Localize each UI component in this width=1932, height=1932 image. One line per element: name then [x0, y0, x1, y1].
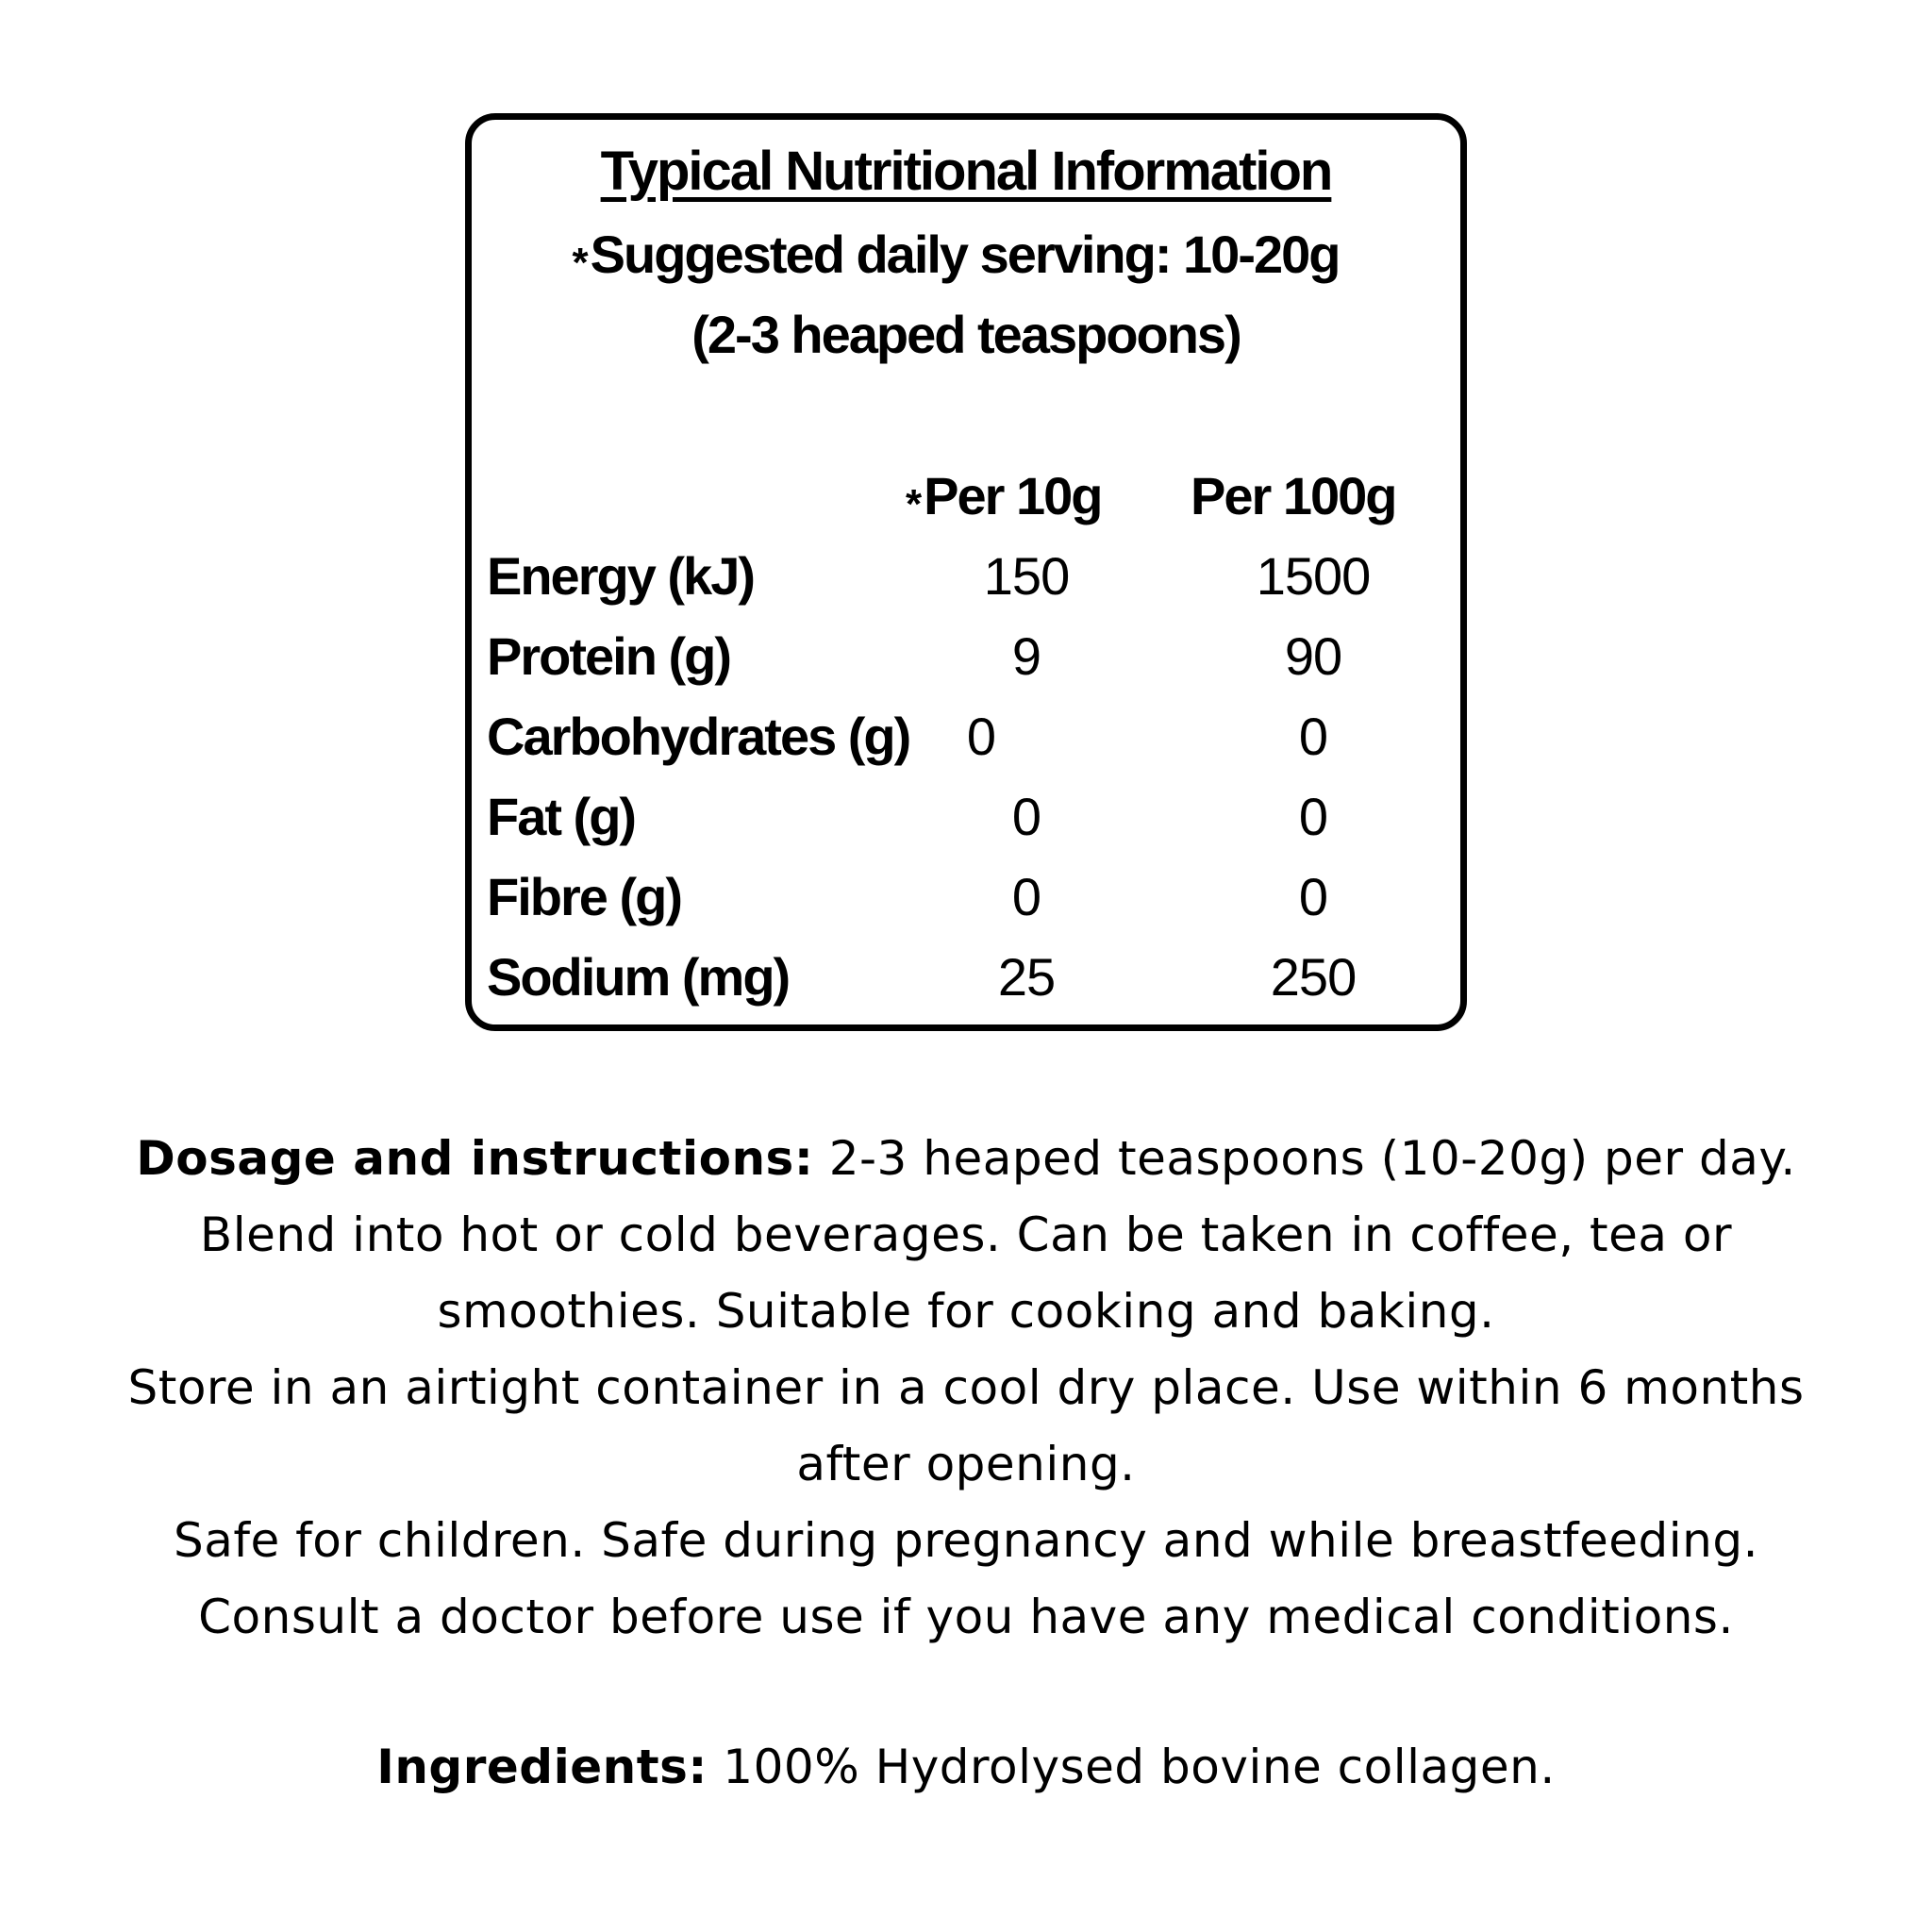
value-per-10g: 150	[983, 546, 1070, 606]
asterisk-icon: *	[572, 240, 587, 286]
value-per-100g: 0	[1298, 707, 1328, 766]
row-label: Protein (g)	[487, 626, 730, 686]
ingredients-text: 100% Hydrolysed bovine collagen.	[707, 1740, 1556, 1794]
dosage-heading: Dosage and instructions:	[136, 1131, 814, 1186]
value-per-10g: 0	[1011, 867, 1041, 926]
table-row-protein	[0, 625, 1932, 701]
row-label: Carbohydrates (g)	[487, 707, 910, 766]
table-row-energy	[0, 545, 1932, 621]
medical-warning-line: Consult a doctor before use if you have any medical conditions.	[198, 1590, 1734, 1644]
row-label: Fibre (g)	[487, 867, 681, 926]
serving-text: Suggested daily serving: 10-20g	[590, 225, 1340, 284]
row-label: Energy (kJ)	[487, 546, 754, 606]
value-per-100g: 0	[1298, 867, 1328, 926]
dosage-instructions	[0, 1121, 1932, 1656]
table-row-fat	[0, 786, 1932, 861]
value-per-100g: 250	[1270, 947, 1357, 1007]
nutrition-title: Typical Nutritional Information	[600, 141, 1332, 202]
table-row-sodium	[0, 946, 1932, 1022]
dosage-line-2: Blend into hot or cold beverages. Can be taken in coffee, tea or	[199, 1208, 1733, 1262]
row-label: Sodium (mg)	[487, 947, 790, 1007]
value-per-10g: 0	[1011, 787, 1041, 846]
value-per-100g: 1500	[1256, 546, 1371, 606]
value-per-10g: 25	[997, 947, 1056, 1007]
table-row-carbohydrates	[0, 706, 1932, 781]
row-label: Fat (g)	[487, 787, 636, 846]
value-per-10g: 9	[1011, 626, 1041, 686]
ingredients-heading: Ingredients:	[376, 1740, 708, 1794]
table-row-fibre	[0, 866, 1932, 941]
value-per-100g: 0	[1298, 787, 1328, 846]
ingredients	[0, 1729, 1932, 1806]
serving-teaspoons: (2-3 heaped teaspoons)	[691, 305, 1241, 364]
value-per-100g: 90	[1284, 626, 1342, 686]
value-per-10g: 0	[966, 707, 996, 766]
dosage-line-3: smoothies. Suitable for cooking and baking.	[437, 1284, 1495, 1339]
suggested-serving	[0, 224, 1932, 287]
asterisk-icon: *	[906, 481, 921, 527]
storage-line-2: after opening.	[796, 1437, 1136, 1491]
column-header-per-100g: Per 100g	[1191, 466, 1396, 525]
safety-line: Safe for children. Safe during pregnancy and while breastfeeding.	[173, 1513, 1758, 1568]
dosage-line-1: Dosage and instructions: 2-3 heaped teaspoons (10-20g) per day.	[136, 1131, 1796, 1186]
storage-line-1: Store in an airtight container in a cool dry place. Use within 6 months	[127, 1360, 1805, 1415]
column-header-per-10g: *Per 10g	[906, 466, 1102, 527]
